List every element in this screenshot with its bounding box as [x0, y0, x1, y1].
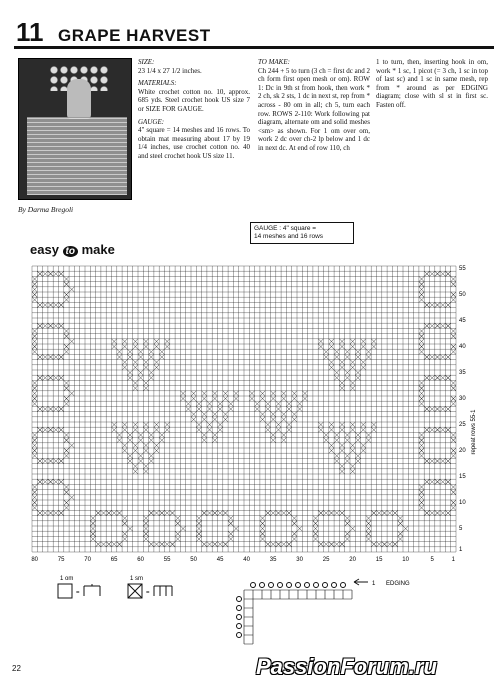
x-tick-label: 50 — [190, 557, 197, 563]
filet-chart — [32, 262, 482, 572]
grid-lines — [32, 266, 456, 552]
legend — [56, 574, 236, 606]
pattern-title: GRAPE HARVEST — [58, 26, 211, 45]
edging-label: EDGING — [386, 581, 410, 587]
edging-picot — [296, 583, 301, 588]
materials-heading: MATERIALS: — [138, 79, 177, 88]
size-heading: SIZE: — [138, 58, 155, 66]
y-tick-label: 40 — [459, 344, 466, 351]
edging-picot — [237, 615, 242, 620]
edging-picot — [323, 583, 328, 588]
gauge-box-line1: GAUGE : 4" square = — [254, 225, 317, 232]
photo-vase — [67, 79, 91, 119]
edging-picot — [287, 583, 292, 588]
edging-picot — [237, 624, 242, 629]
x-tick-label: 25 — [322, 557, 330, 563]
gauge-heading: GAUGE: — [138, 117, 165, 126]
edging-picot — [237, 633, 242, 638]
y-tick-label: 50 — [459, 292, 466, 299]
x-tick-label: 35 — [269, 557, 277, 563]
materials-text: White crochet cotton no. 10, approx. 685 yds. Steel crochet hook US size 7 or SIZE FOR GAUGE. — [138, 87, 250, 113]
legend-eq-2: = — [146, 590, 150, 596]
edging-grid — [244, 590, 352, 644]
legend-sm-cross — [128, 584, 142, 598]
legend-sm-label: 1 sm — [130, 576, 144, 582]
edging-diagram — [236, 576, 436, 656]
page-number: 22 — [12, 664, 21, 673]
y-tick-label: 10 — [459, 500, 466, 507]
chart-grid — [32, 266, 456, 552]
edging-picot — [251, 583, 256, 588]
x-tick-label: 45 — [216, 557, 224, 563]
edging-picot — [332, 583, 337, 588]
x-tick-label: 40 — [243, 557, 250, 563]
edging-picot — [260, 583, 265, 588]
edging-picot — [237, 597, 242, 602]
y-tick-label: 20 — [459, 448, 466, 455]
legend-om-label: 1 om — [60, 576, 74, 582]
watermark: PassionForum.ru — [256, 654, 437, 679]
badge-easy: easy — [30, 242, 59, 257]
edging-picot — [305, 583, 310, 588]
x-tick-label: 75 — [57, 557, 65, 563]
y-tick-label: 25 — [459, 422, 466, 429]
x-tick-label: 80 — [31, 557, 38, 563]
chart-x-labels — [31, 557, 455, 563]
x-tick-label: 30 — [296, 557, 303, 563]
badge-to: to — [63, 246, 78, 257]
edging-picot — [314, 583, 319, 588]
y-tick-label: 5 — [459, 526, 463, 533]
y-tick-label: 45 — [459, 318, 466, 325]
y-tick-label: 35 — [459, 370, 466, 377]
to-make-heading: TO MAKE: — [258, 58, 290, 66]
x-tick-label: 20 — [349, 557, 356, 563]
x-tick-label: 5 — [430, 557, 434, 563]
photo-mat — [27, 117, 127, 195]
instructions-column-2 — [258, 58, 370, 153]
legend-om-symbol — [84, 584, 100, 596]
chart-y-labels — [459, 266, 466, 553]
legend-sm-symbol — [154, 586, 172, 596]
x-tick-label: 70 — [84, 557, 91, 563]
badge-make: make — [81, 242, 115, 257]
easy-to-make-badge — [30, 242, 115, 257]
x-tick-label: 60 — [137, 557, 144, 563]
instructions-column-1 — [138, 58, 250, 161]
y-tick-label: 55 — [459, 266, 466, 273]
to-make-text: Ch 244 + 5 to turn (3 ch = first dc and 2 ch form first open mesh or om). ROW 1: Dc in 9th st from hook, then work * 2 ch, sk 2 sts, 1 dc in next st, rep from * across - 80 om in all; ch 5, turn each row. ROWS 2-110: Work following pat diagram, alternate om and solid meshes <sm> as shown. For 1 om over om, work 2 dc over ch-2 lp below and 1 dc in next dc. At end of row 110, ch — [258, 66, 370, 152]
product-photo — [18, 58, 132, 200]
x-tick-label: 10 — [402, 557, 409, 563]
chart-side-label: repeat rows 55-1 — [471, 409, 477, 455]
edging-picot — [278, 583, 283, 588]
x-tick-label: 55 — [163, 557, 171, 563]
size-text: 23 1/4 x 27 1/2 inches. — [138, 66, 202, 75]
legend-om-square — [58, 584, 72, 598]
edging-picot — [269, 583, 274, 588]
x-tick-label: 65 — [110, 557, 118, 563]
edging-picot — [341, 583, 346, 588]
legend-eq-1: = — [76, 590, 80, 596]
y-tick-label: 15 — [459, 474, 466, 481]
pattern-number: 11 — [16, 17, 44, 47]
gauge-text: 4" square = 14 meshes and 16 rows. To obtain mat measuring about 17 by 19 1/4 inches, use crochet cotton no. 40 and steel crochet hook US size 11. — [138, 126, 250, 160]
edging-picot — [237, 606, 242, 611]
edging-1-label: 1 — [372, 581, 376, 587]
gauge-box-line2: 14 meshes and 16 rows — [254, 233, 324, 240]
finishing-text: 1 to turn, then, inserting hook in om, work * 1 sc, 1 picot (= 3 ch, 1 sc in top of last sc) and 1 sc in same mesh, rep from * around as per EDGING diagram; close with sl st in first sc. Fasten off. — [376, 58, 488, 109]
x-tick-label: 1 — [451, 557, 456, 563]
instructions-column-3 — [376, 58, 488, 110]
photo-credit: By Darma Bregoli — [18, 205, 74, 214]
y-tick-label: 30 — [459, 396, 466, 403]
x-tick-label: 15 — [375, 557, 383, 563]
gauge-box — [250, 222, 354, 244]
y-tick-label: 1 — [459, 546, 463, 553]
